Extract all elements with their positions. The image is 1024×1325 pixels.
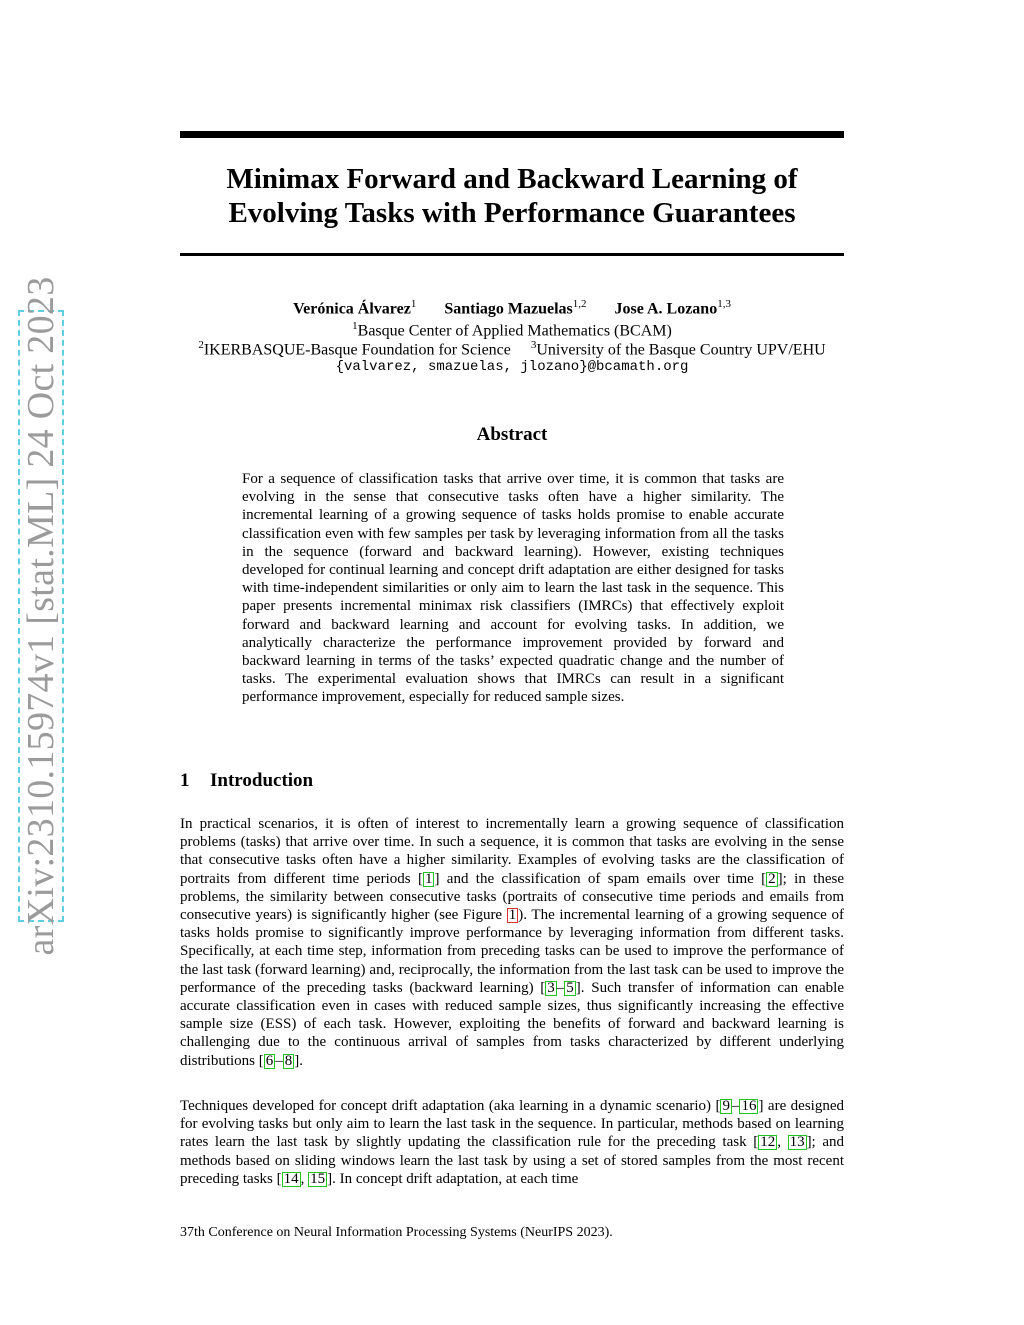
citation-link[interactable]: 15 <box>310 1170 326 1187</box>
intro-paragraph-1: In practical scenarios, it is often of interest to incrementally learn a growing sequence of classification problems (tasks) that arrive over time. In such a sequence, it is common that tasks are evolving in the sense that consecutive tasks often have a higher similarity. Examples of evolving tasks are the classification of portraits from different time periods [ 1 ] and the classification of spam emails over time [ 2 ]; in these problems, the similarity between consecutive tasks (portraits of consecutive time periods and emails from consecutive years) is significantly higher (see Figure 1 ). The incremental learning of a growing sequence of tasks holds promise to significantly improve performance by leveraging information from different tasks. Specifically, at each time step, information from preceding tasks can be used to improve the performance of the last task (forward learning) and, reciprocally, the information from the last task can be used to improve the performance of the preceding tasks (backward learning) [ 3 – 5 ]. Such transfer of information can enable accurate classification even in cases with reduced sample sizes, thus significantly increasing the effective sample size (ESS) of each task. However, exploiting the benefits of forward and backward learning is challenging due to the continuous arrival of samples from tasks characterized by different underlying distributions [ 6 – 8 ]. <box>180 816 845 1069</box>
citation-link[interactable]: 1 <box>424 870 433 887</box>
author-name: Jose A. Lozano <box>614 300 718 318</box>
section-heading <box>180 770 313 792</box>
section-title: Introduction <box>210 770 314 791</box>
affil-text: University of the Basque Country UPV/EHU <box>536 341 826 359</box>
author-2 <box>444 298 586 318</box>
citation-link[interactable]: 3 <box>547 979 555 996</box>
figure-link[interactable]: 1 <box>508 907 517 924</box>
affiliation-1 <box>180 320 844 340</box>
affil-sup: 3 <box>530 339 537 351</box>
abstract-heading: Abstract <box>476 424 548 445</box>
citation-link[interactable]: 8 <box>284 1052 293 1069</box>
affil-sup: 2 <box>198 339 204 351</box>
author-affil-sup: 1,3 <box>717 298 731 310</box>
citation-link[interactable]: 9 <box>722 1098 730 1114</box>
author-emails: {valvarez, smazuelas, jlozano}@bcamath.org <box>335 359 689 375</box>
title-bottom-rule <box>180 253 844 256</box>
abstract-text: For a sequence of classification tasks that arrive over time, it is common that tasks are evolving in the sense that consecutive tasks often have a higher similarity. The incremental learning of a growing sequence of tasks holds promise to enable accurate classification even with few samples per task by leveraging information from all the tasks in the sequence (forward and backward learning). However, existing techniques developed for continual learning and concept drift adaptation are either designed for tasks with time-independent similarities or only aim to learn the last task in the sequence. This paper presents incremental minimax risk classifiers (IMRCs) that effectively exploit forward and backward learning and account for evolving tasks. In addition, we analytically characterize the performance improvement provided by forward and backward learning in terms of the tasks’ expected quadratic change and the number of tasks. The experimental evaluation shows that IMRCs can result in a significant performance improvement, especially for reduced sample sizes. <box>242 471 784 706</box>
title-line-1: Minimax Forward and Backward Learning of <box>226 163 798 195</box>
citation-link[interactable]: 14 <box>283 1170 299 1187</box>
citation-link[interactable]: 12 <box>760 1134 776 1151</box>
citation-link[interactable]: 13 <box>789 1134 805 1151</box>
affiliation-2-3 <box>180 339 844 359</box>
citation-link[interactable]: 5 <box>566 979 574 996</box>
author-name: Verónica Álvarez <box>293 300 411 318</box>
author-list <box>180 298 844 318</box>
conference-footnote: 37th Conference on Neural Information Processing Systems (NeurIPS 2023). <box>180 1225 613 1240</box>
citation-link[interactable]: 6 <box>265 1052 274 1069</box>
citation-link[interactable]: 2 <box>768 870 776 887</box>
affil-sup: 1 <box>352 320 358 332</box>
author-3 <box>615 298 731 318</box>
section-number: 1 <box>180 770 190 791</box>
affil-text: Basque Center of Applied Mathematics (BCAM) <box>357 322 672 340</box>
title-line-2: Evolving Tasks with Performance Guarantees <box>228 197 796 229</box>
author-affil-sup: 1,2 <box>572 298 587 310</box>
title-top-rule <box>180 131 844 138</box>
paper-title <box>180 162 844 230</box>
citation-link[interactable]: 16 <box>741 1098 757 1114</box>
intro-paragraph-2: Techniques developed for concept drift adaptation (aka learning in a dynamic scenario) [ 9 – 16 ] are designed for evolving tasks but only aim to learn the last task in the sequence. In particular, methods based on learning rates learn the last task by slightly updating the classification rule for the preceding task [ 12 , 13 ]; and methods based on sliding windows learn the last task by using a set of stored samples from the most recent preceding tasks [ 14 , 15 ]. In concept drift adaptation, at each time <box>180 1098 844 1187</box>
arxiv-stamp[interactable] <box>18 276 64 956</box>
author-affil-sup: 1 <box>410 298 417 310</box>
author-1 <box>293 298 416 318</box>
arxiv-identifier: arXiv:2310.15974v1 [stat.ML] 24 Oct 2023 <box>20 276 62 956</box>
author-name: Santiago Mazuelas <box>444 300 573 318</box>
affil-text: IKERBASQUE-Basque Foundation for Science <box>203 341 511 359</box>
